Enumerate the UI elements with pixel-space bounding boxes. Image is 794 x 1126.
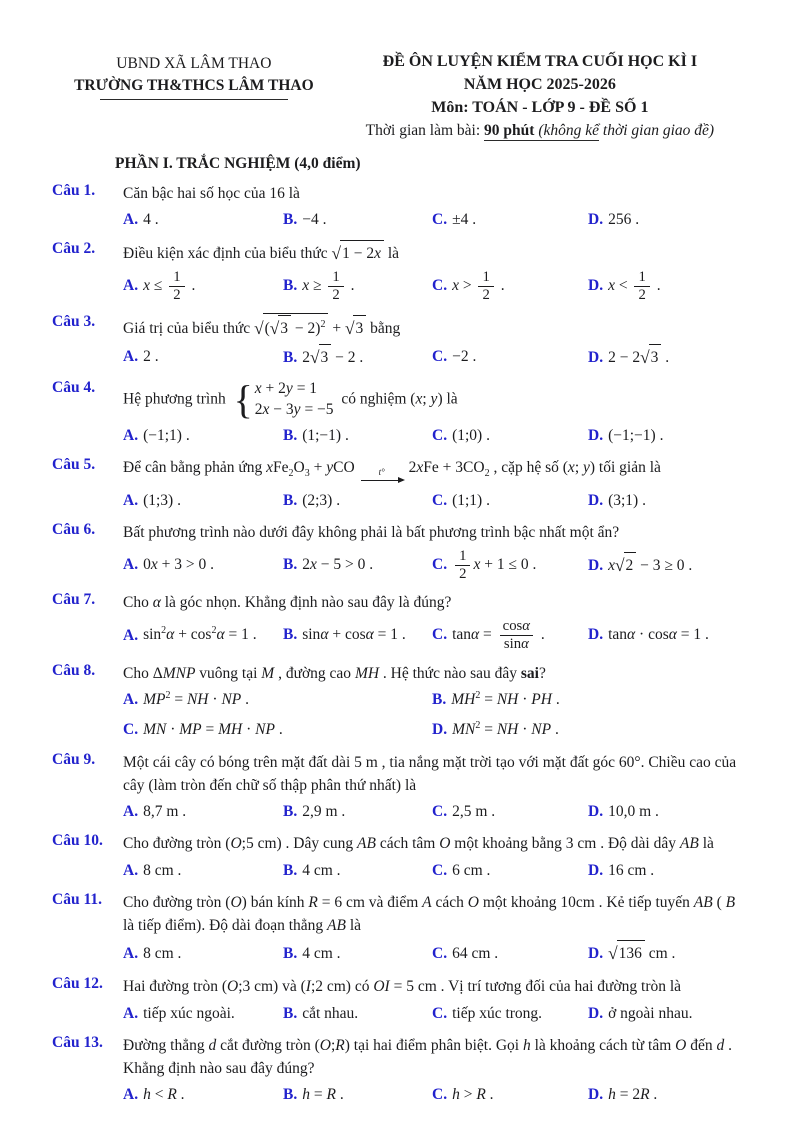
question [52, 751, 744, 824]
question-number: Câu 9. [52, 750, 96, 768]
question [52, 521, 744, 582]
option-letter: C. [432, 861, 448, 879]
option-letter: B. [283, 626, 298, 644]
question-stem: Cho α là góc nhọn. Khẳng định nào sau đây là đúng? [123, 594, 452, 612]
answer-option: C. tanα = $\frac{\cos\alpha}{\sin\alpha}$ . [432, 617, 545, 652]
answer-option: A. 0x + 3 > 0 . [123, 556, 214, 574]
option-letter: B. [283, 803, 298, 821]
question-number: Câu 7. [52, 591, 96, 609]
answer-option: B. x ≥ $\frac{1}{2}$ . [283, 269, 355, 304]
option-letter: B. [283, 426, 298, 444]
answer-option: C. x > $\frac{1}{2}$ . [432, 269, 505, 304]
answer-option: A. 4 . [123, 210, 159, 228]
option-letter: A. [123, 1004, 139, 1022]
answer-option: B. h = R . [283, 1086, 344, 1104]
option-letter: D. [588, 861, 604, 879]
option-letter: C. [432, 348, 448, 366]
option-letter: C. [432, 555, 448, 573]
answer-option: D. 2 − 2√3 . [588, 344, 744, 370]
option-letter: D. [588, 1086, 604, 1104]
answer-option: C. 6 cm . [432, 861, 491, 879]
answer-option: A. 8,7 m . [123, 803, 187, 821]
time-note-underlined: (không kể [538, 121, 600, 139]
answer-option: D. 16 cm . [588, 861, 655, 879]
answer-option: B. cắt nhau. [283, 1004, 359, 1022]
option-letter: D. [588, 277, 604, 295]
answer-option: D. x√2 − 3 ≥ 0 . [588, 552, 744, 578]
option-letter: B. [283, 556, 298, 574]
option-letter: D. [588, 945, 604, 963]
option-letter: A. [123, 426, 139, 444]
answer-options [123, 208, 744, 231]
answer-option: C. MN · MP = MH · NP . [123, 721, 283, 739]
option-letter: A. [123, 1086, 139, 1104]
option-letter: C. [432, 277, 448, 295]
answer-option: A. (−1;1) . [123, 426, 190, 444]
answer-option: B. 4 cm . [283, 944, 341, 962]
option-letter: C. [432, 1086, 448, 1104]
answer-option: C. 64 cm . [432, 944, 499, 962]
option-letter: B. [283, 944, 298, 962]
option-letter: C. [432, 1004, 448, 1022]
answer-options [123, 489, 744, 512]
question-stem: Một cái cây có bóng trên mặt đất dài 5 m , tia nắng mặt trời tạo với mặt đất góc 60°. Chiều cao của cây (làm tròn đến chữ số thập phân thứ nhất) là [123, 753, 737, 794]
option-letter: B. [283, 277, 298, 295]
option-letter: B. [283, 1004, 298, 1022]
answer-option: D. √136 cm . [588, 940, 744, 966]
school-name-underline [100, 99, 288, 100]
option-letter: C. [432, 625, 448, 643]
question [52, 313, 744, 370]
question-number: Câu 1. [52, 181, 96, 199]
option-letter: B. [283, 1086, 298, 1104]
question-stem: Cho ΔMNP vuông tại M , đường cao MH . Hệ thức nào sau đây sai? [123, 664, 546, 682]
option-letter: D. [588, 803, 604, 821]
option-letter: C. [432, 426, 448, 444]
answer-option: B. −4 . [283, 210, 327, 228]
question-number: Câu 6. [52, 521, 96, 539]
school-name: TRƯỜNG TH&THCS LÂM THAO [74, 77, 314, 95]
question [52, 182, 744, 232]
answer-option: A. 2 . [123, 348, 159, 366]
question-stem: Cho đường tròn (O) bán kính R = 6 cm và điểm A cách O một khoảng 10cm . Kẻ tiếp tuyến AB ( B là tiếp điểm). Độ dài đoạn thẳng AB là [123, 893, 736, 935]
option-letter: B. [283, 492, 298, 510]
answer-option: D. $MN^2$ = NH · NP . [432, 720, 559, 739]
option-letter: B. [283, 210, 298, 228]
answer-option: D. ở ngoài nhau. [588, 1004, 693, 1022]
answer-option: B. $MH^2$ = NH · PH . [432, 689, 560, 708]
answer-option: D. (−1;−1) . [588, 426, 664, 444]
question [52, 456, 744, 512]
option-letter: A. [123, 348, 139, 366]
question-stem: Đường thẳng d cắt đường tròn (O;R) tại hai điểm phân biệt. Gọi h là khoảng cách từ tâm O đến d . Khẳng định nào sau đây đúng? [123, 1036, 732, 1078]
question [52, 376, 744, 447]
exam-title: ĐỀ ÔN LUYỆN KIỂM TRA CUỐI HỌC KÌ I [382, 53, 698, 70]
question-list [52, 182, 744, 1107]
answer-option: D. tanα · cosα = 1 . [588, 626, 709, 644]
header-right-block [336, 50, 744, 140]
answer-options [123, 1083, 744, 1106]
answer-options [123, 940, 744, 966]
question-number: Câu 2. [52, 240, 96, 258]
question [52, 1034, 744, 1107]
answer-option: C. 2,5 m . [432, 803, 496, 821]
answer-options [123, 800, 744, 823]
answer-options [123, 424, 744, 447]
answer-option: B. 2x − 5 > 0 . [283, 556, 374, 574]
option-letter: A. [123, 492, 139, 510]
option-letter: D. [432, 721, 448, 739]
reaction-arrow-icon: t° [361, 468, 403, 486]
option-letter: A. [123, 944, 139, 962]
option-letter: A. [123, 210, 139, 228]
question-number: Câu 5. [52, 456, 96, 474]
question-stem: Giá trị của biểu thức $√(√3 - 2)^2 + √3$ bằng [123, 313, 744, 341]
answer-option: A. h < R . [123, 1086, 185, 1104]
answer-option: A. 8 cm . [123, 861, 182, 879]
answer-options [123, 618, 744, 653]
answer-option: B. sinα + cosα = 1 . [283, 626, 406, 644]
document-header [52, 50, 744, 140]
answer-option: C. h > R . [432, 1086, 494, 1104]
option-letter: C. [432, 944, 448, 962]
question [52, 891, 744, 967]
option-letter: A. [123, 690, 139, 708]
option-letter: D. [588, 348, 604, 366]
answer-options [123, 344, 744, 370]
time-line [336, 122, 744, 140]
option-letter: A. [123, 861, 139, 879]
option-letter: B. [283, 348, 298, 366]
question-number: Câu 12. [52, 975, 103, 993]
answer-option: B. 2,9 m . [283, 803, 346, 821]
answer-option: D. 10,0 m . [588, 803, 659, 821]
question-stem: Cho đường tròn (O;5 cm) . Dây cung AB cách tâm O một khoảng bằng 3 cm . Độ dài dây AB là [123, 835, 714, 853]
question [52, 591, 744, 652]
answer-option: C. tiếp xúc trong. [432, 1004, 543, 1022]
question-number: Câu 10. [52, 832, 103, 850]
option-letter: C. [432, 492, 448, 510]
answer-option: A. $MP^2$ = NH · NP . [123, 689, 249, 708]
answer-option: B. 2√3 − 2 . [283, 344, 432, 370]
option-letter: D. [588, 626, 604, 644]
question-stem: Điều kiện xác định của biểu thức √1 − 2x là [123, 240, 744, 266]
answer-option: D. x < $\frac{1}{2}$ . [588, 269, 661, 304]
answer-option: B. (1;−1) . [283, 426, 349, 444]
answer-option: A. 8 cm . [123, 944, 182, 962]
question-number: Câu 8. [52, 661, 96, 679]
answer-option: B. 4 cm . [283, 861, 341, 879]
question-stem: Để cân bằng phản ứng $xFe_2O_3$ + yCO t° $2xFe + 3CO_2$ , cặp hệ số (x; y) tối giản là [123, 456, 744, 486]
answer-option: D. 256 . [588, 210, 640, 228]
time-prefix: Thời gian làm bài: [365, 121, 485, 139]
option-letter: C. [432, 210, 448, 228]
answer-option: B. (2;3) . [283, 492, 341, 510]
time-duration: 90 phút [484, 121, 539, 139]
question-number: Câu 4. [52, 379, 96, 396]
answer-option: C. ±4 . [432, 210, 477, 228]
option-letter: D. [588, 492, 604, 510]
section-title: PHẦN I. TRẮC NGHIỆM (4,0 điểm) [115, 154, 361, 172]
answer-option: C. (1;0) . [432, 426, 490, 444]
question-stem: Căn bậc hai số học của 16 là [123, 184, 300, 202]
option-letter: C. [123, 721, 139, 739]
answer-option: A. tiếp xúc ngoài. [123, 1004, 235, 1022]
answer-option: C. (1;1) . [432, 492, 490, 510]
question-number: Câu 13. [52, 1033, 103, 1051]
subject-line: Môn: TOÁN - LỚP 9 - ĐỀ SỐ 1 [431, 99, 649, 117]
answer-options [123, 1002, 744, 1025]
school-year: NĂM HỌC 2025-2026 [463, 76, 616, 94]
option-letter: A. [123, 556, 139, 574]
option-letter: B. [432, 690, 447, 708]
option-letter: B. [283, 861, 298, 879]
question [52, 975, 744, 1025]
option-letter: A. [123, 626, 139, 644]
question-stem: Hệ phương trình { x + 2y = 1 2x − 3y = −5 có nghiệm (x; y) là [123, 376, 458, 422]
answer-options [123, 688, 744, 742]
answer-option: A. x ≤ $\frac{1}{2}$ . [123, 269, 196, 304]
answer-options [123, 548, 744, 583]
question-number: Câu 3. [52, 312, 96, 330]
option-letter: D. [588, 426, 604, 444]
option-letter: D. [588, 557, 604, 574]
answer-option: D. (3;1) . [588, 492, 646, 510]
time-note-rest: thời gian giao đề) [599, 121, 715, 139]
option-letter: D. [588, 210, 604, 228]
answer-options [123, 859, 744, 882]
question [52, 832, 744, 882]
answer-option: A. $\sin^2\alpha + \cos^2\alpha = 1$ . [123, 625, 257, 644]
answer-options [123, 269, 744, 304]
question [52, 662, 744, 742]
question [52, 240, 744, 304]
answer-option: A. (1;3) . [123, 492, 181, 510]
org-name: UBND XÃ LÂM THAO [116, 55, 272, 72]
answer-option: C. $\frac{1}{2}$ x + 1 ≤ 0 . [432, 547, 537, 582]
option-letter: D. [588, 1004, 604, 1022]
answer-option: D. h = 2R . [588, 1086, 658, 1104]
answer-option: C. −2 . [432, 348, 477, 366]
question-stem: Hai đường tròn (O;3 cm) và (I;2 cm) có OI = 5 cm . Vị trí tương đối của hai đường tròn là [123, 978, 682, 996]
option-letter: A. [123, 277, 139, 295]
question-stem: Bất phương trình nào dưới đây không phải là bất phương trình bậc nhất một ẩn? [123, 524, 620, 542]
option-letter: A. [123, 803, 139, 821]
option-letter: C. [432, 803, 448, 821]
header-left-block [52, 50, 336, 140]
question-number: Câu 11. [52, 890, 102, 908]
